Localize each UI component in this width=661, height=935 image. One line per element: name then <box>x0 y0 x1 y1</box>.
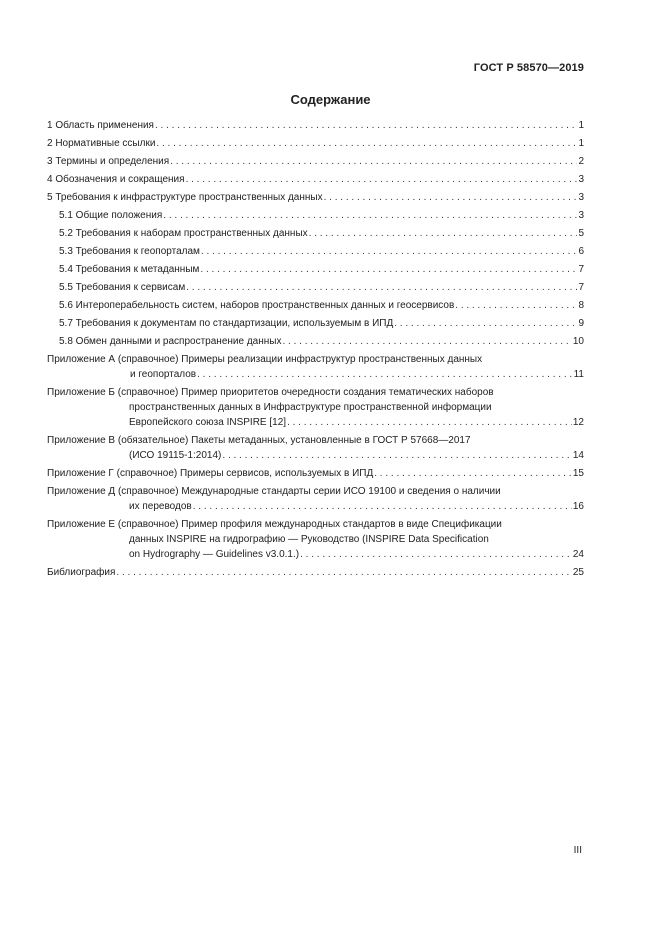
toc-appendix-g[interactable]: Приложение Г (справочное) Примеры сервисов, используемых в ИПД . . . 15 <box>47 466 584 481</box>
toc-subentry[interactable]: 5.5 Требования к сервисам . . . 7 <box>47 280 584 295</box>
toc-subentry[interactable]: 5.7 Требования к документам по стандартизации, используемым в ИПД . . . 9 <box>47 316 584 331</box>
toc-entry[interactable]: 4 Обозначения и сокращения . . . 3 <box>47 172 584 187</box>
toc-subentry[interactable]: 5.2 Требования к наборам пространственных данных . . . 5 <box>47 226 584 241</box>
toc-appendix-d[interactable]: Приложение Д (справочное) Международные стандарты серии ИСО 19100 и сведения о наличии их переводов . . . 16 <box>47 484 584 514</box>
toc-appendix-v[interactable]: Приложение В (обязательное) Пакеты метаданных, установленные в ГОСТ Р 57668—2017 (ИСО 19115-1:2014) . . . 14 <box>47 433 584 463</box>
toc-appendix-a[interactable]: Приложение А (справочное) Примеры реализации инфраструктур пространственных данных и геопорталов . . . 11 <box>47 352 584 382</box>
toc-subentry[interactable]: 5.1 Общие положения . . . 3 <box>47 208 584 223</box>
toc-appendix-e[interactable]: Приложение Е (справочное) Пример профиля международных стандартов в виде Спецификации данных INSPIRE на гидрографию — Руководство (INSPIRE Data Specification on Hydrography — Guidelines v3.0.1.) . . . 24 <box>47 517 584 562</box>
toc-subentry[interactable]: 5.6 Интероперабельность систем, наборов пространственных данных и геосервисов . . . 8 <box>47 298 584 313</box>
toc-entry[interactable]: 1 Область применения . . . 1 <box>47 118 584 133</box>
toc-bibliography[interactable]: Библиография . . . 25 <box>47 565 584 580</box>
page-number: III <box>573 845 582 856</box>
toc-appendix-b[interactable]: Приложение Б (справочное) Пример приоритетов очередности создания тематических наборов пространственных данных в Инфраструктуре пространственной информации Европейского союза INSPIRE [12] . . . 12 <box>47 385 584 430</box>
document-standard-number: ГОСТ Р 58570—2019 <box>473 62 584 74</box>
toc-entry[interactable]: 2 Нормативные ссылки . . . 1 <box>47 136 584 151</box>
table-of-contents <box>47 118 584 583</box>
toc-subentry[interactable]: 5.3 Требования к геопорталам . . . 6 <box>47 244 584 259</box>
page-title: Содержание <box>290 92 371 107</box>
toc-entry[interactable]: 3 Термины и определения . . . 2 <box>47 154 584 169</box>
toc-subentry[interactable]: 5.4 Требования к метаданным . . . 7 <box>47 262 584 277</box>
toc-entry[interactable]: 5 Требования к инфраструктуре пространственных данных . . . 3 <box>47 190 584 205</box>
toc-subentry[interactable]: 5.8 Обмен данными и распространение данных . . . 10 <box>47 334 584 349</box>
